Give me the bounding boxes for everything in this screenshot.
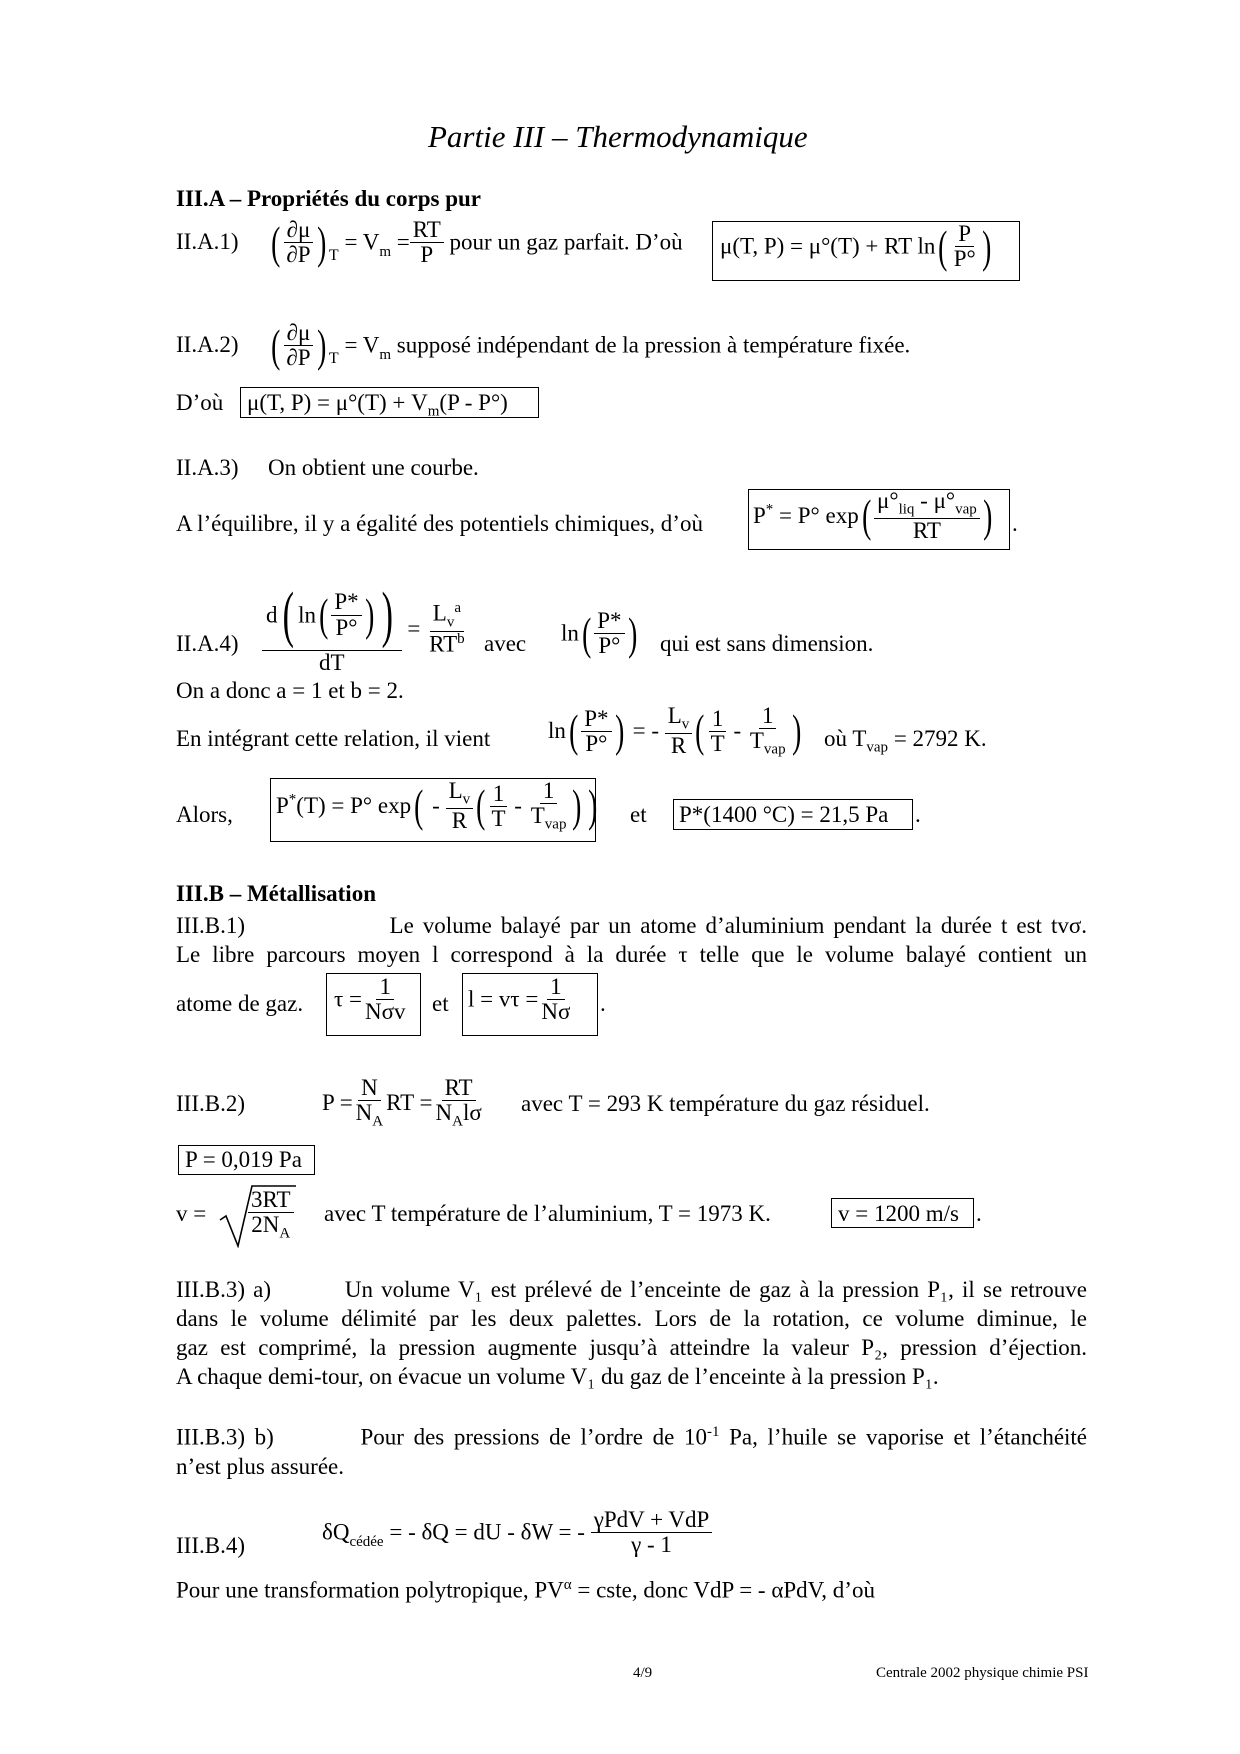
b2-boxed-v: v = 1200 m/s	[838, 1201, 959, 1226]
paren-open: (	[476, 780, 486, 832]
b1-one: 1	[376, 975, 394, 1000]
a4-ln2: ln	[561, 620, 579, 646]
b2-two-na-sub: A	[279, 1225, 291, 1242]
a4-label: II.A.4)	[176, 631, 239, 656]
b4-dq: δQ	[322, 1519, 350, 1545]
a4-one2: 1	[759, 704, 777, 729]
b4-poly	[176, 1577, 875, 1604]
b4-eq	[322, 1508, 712, 1557]
b4-poly-b: = cste, donc VdP = - αPdV, d’où	[571, 1577, 875, 1603]
a3-liq: liq	[898, 501, 915, 518]
a4-lv3-sub: v	[681, 716, 690, 733]
a2-dp: ∂P	[286, 345, 311, 371]
a3-mu1: μ°	[877, 488, 899, 513]
b1-line1: Le volume balayé par un atome d’aluminium pendant la durée t est tvσ.	[389, 913, 1088, 938]
a2-result	[247, 390, 508, 421]
a4-box1-star: *	[288, 791, 297, 808]
a1-p: P	[420, 242, 434, 268]
paren-open: (	[581, 607, 592, 659]
a1-boxed-num: P	[955, 222, 974, 247]
a4-integ-eq	[548, 704, 804, 758]
a3-line2: A l’équilibre, il y a égalité des potentiels chimiques, d’où	[176, 511, 703, 536]
a4-dot: .	[915, 802, 921, 827]
a2-sub-t: T	[328, 349, 339, 367]
paren-open: (	[938, 220, 948, 272]
a4-ln-group	[561, 609, 640, 658]
a4-box1-p: P	[276, 793, 289, 819]
a4-pdeg2: P°	[598, 633, 621, 659]
a3-vap: vap	[955, 501, 977, 518]
a3-result	[753, 489, 995, 543]
a1-rt: RT	[410, 218, 444, 243]
paren-close: )	[614, 705, 624, 757]
b1-tau	[334, 975, 408, 1024]
paren-close: )	[982, 490, 993, 542]
b2-nal-sub: A	[452, 1113, 463, 1130]
section-b-heading: III.B – Métallisation	[176, 881, 376, 906]
page-title: Partie III – Thermodynamique	[428, 119, 808, 154]
a4-lv3: L	[667, 703, 682, 728]
paren-open: (	[695, 705, 705, 757]
page-number: 4/9	[633, 1665, 653, 1681]
b4-eq-text: = - δQ = dU - δW = -	[389, 1519, 585, 1545]
paren-close: )	[572, 780, 582, 832]
a2-boxed-sub: m	[427, 403, 440, 420]
b1-label: III.B.1)	[176, 913, 245, 938]
a1-dp: ∂P	[286, 242, 311, 268]
b4-label: III.B.4)	[176, 1533, 245, 1558]
a4-pstar2: P*	[594, 609, 624, 634]
a2-eq-vm: = V	[344, 332, 380, 358]
a4-pstar: P*	[331, 590, 361, 615]
paren-open: (	[319, 589, 329, 640]
a1-label: II.A.1)	[176, 229, 239, 255]
a1-sub-t: T	[328, 246, 339, 264]
a4-sup-b: b	[457, 631, 465, 648]
a4-derivative	[262, 581, 468, 675]
b2-text2: avec T température de l’aluminium, T = 1973 K.	[324, 1201, 771, 1226]
b4-dq-sub: cédée	[349, 1533, 384, 1550]
a4-lv-sub: v	[446, 614, 455, 631]
paren-close: )	[627, 607, 637, 659]
a4-tvap-sub: vap	[763, 741, 786, 758]
b3b-label: III.B.3) b)	[176, 1424, 274, 1450]
b1-ns: Nσ	[541, 999, 571, 1025]
a4-dt: dT	[319, 650, 345, 675]
b2-nal: N	[435, 1100, 453, 1126]
eq-a1	[176, 218, 683, 267]
b2-nal-rest: lσ	[462, 1100, 482, 1126]
paren-open: (	[568, 705, 579, 757]
b2-dot: .	[976, 1201, 982, 1226]
paren-open: (	[271, 216, 281, 268]
a4-rt: RT	[429, 631, 458, 657]
paren-close: )	[587, 780, 598, 832]
a2-label: II.A.2)	[176, 332, 239, 358]
b2-eq	[322, 1076, 485, 1130]
a4-ou-sub: vap	[866, 739, 889, 756]
b2-rt: RT	[442, 1076, 476, 1101]
a2-text: supposé indépendant de la pression à température fixée.	[396, 332, 911, 358]
a2-boxed-b: (P - P°)	[439, 390, 508, 415]
footer-source: Centrale 2002 physique chimie PSI	[876, 1665, 1089, 1681]
b2-boxed-p: P = 0,019 Pa	[185, 1147, 302, 1172]
paren-open: (	[271, 319, 281, 371]
b3a-l2: dans le volume délimité par les deux palettes. Lors de la rotation, ce volume diminue, le	[176, 1306, 1087, 1331]
b2-sqrt-frac	[248, 1188, 294, 1242]
b3b-l1sup: -1	[707, 1424, 720, 1440]
b4-den: γ - 1	[631, 1532, 672, 1558]
a2-boxed-a: μ(T, P) = μ°(T) + V	[247, 390, 428, 415]
b3b-l1a: Pour des pressions de l’ordre de 10	[360, 1424, 707, 1450]
paren-close: )	[316, 216, 326, 268]
b1-nsv: Nσv	[364, 999, 406, 1025]
eq-a2	[176, 321, 910, 370]
paren-open: (	[861, 490, 871, 542]
b2-text: avec T = 293 K température du gaz résiduel.	[521, 1091, 930, 1116]
a2-dmu: ∂μ	[284, 321, 314, 346]
b4-num: γPdV + VdP	[591, 1508, 713, 1533]
a1-vm-sub: m	[379, 243, 392, 260]
a3-boxed-p: P	[753, 503, 766, 529]
b1-line3: atome de gaz.	[176, 991, 304, 1016]
b3a-l3: gaz est comprimé, la pression augmente jusqu’à atteindre la valeur P₂, pression d’éjection.	[176, 1335, 1087, 1360]
b1-paragraph	[176, 911, 1087, 969]
a4-r3: R	[670, 733, 687, 759]
a1-eq-vm: = V	[344, 229, 380, 255]
a4-pdeg: P°	[335, 614, 358, 640]
a4-pstar3: P*	[581, 707, 611, 732]
paren-close: )	[381, 581, 394, 649]
a2-dou: D’où	[176, 390, 224, 415]
b3b-paragraph	[176, 1418, 1087, 1481]
a4-box1-m: -	[514, 793, 522, 819]
b3b-l1b: Pa, l’huile se vaporise et l’étanchéité	[719, 1424, 1088, 1450]
b2-rt-eq: RT =	[386, 1090, 433, 1116]
a4-box1-content	[276, 779, 600, 833]
a4-lv: L	[432, 600, 447, 626]
a4-box1-tvap-sub: vap	[544, 816, 567, 833]
a4-eq: =	[407, 615, 421, 641]
a1-dmu: ∂μ	[284, 218, 314, 243]
a4-avec: avec	[484, 631, 527, 656]
b3a-label: III.B.3) a)	[176, 1277, 272, 1302]
a4-et: et	[630, 802, 647, 827]
a4-sup-a: a	[454, 600, 462, 617]
a4-box1-one2: 1	[540, 779, 558, 804]
paren-open: (	[282, 581, 294, 649]
b2-v-eq: v =	[176, 1201, 207, 1226]
b2-label: III.B.2)	[176, 1091, 245, 1116]
a4-box1-a: (T) = P° exp	[296, 793, 412, 819]
a4-minus3: -	[733, 718, 742, 744]
paren-close: )	[316, 319, 326, 371]
a1-rt-over-p	[410, 218, 444, 267]
a3-label: II.A.3)	[176, 455, 239, 480]
a4-tvap: T	[749, 728, 764, 754]
b3b-l2: n’est plus assurée.	[176, 1453, 344, 1479]
b2-two-na: 2N	[251, 1212, 280, 1238]
a4-integ: En intégrant cette relation, il vient	[176, 726, 491, 751]
a4-donc: On a donc a = 1 et b = 2.	[176, 678, 404, 703]
b4-poly-a: Pour une transformation polytropique, PV	[176, 1577, 564, 1603]
b3a-l4: A chaque demi-tour, on évacue un volume V₁ du gaz de l’enceinte à la pression P₁.	[176, 1364, 939, 1389]
a4-text: qui est sans dimension.	[660, 631, 874, 656]
a4-pdeg3: P°	[585, 730, 608, 756]
a4-box1-one1: 1	[490, 782, 508, 807]
a4-ou-b: = 2792 K.	[893, 726, 987, 751]
a4-ou	[824, 726, 987, 757]
paren-close: )	[364, 589, 374, 640]
b2-na-sub: A	[372, 1113, 384, 1130]
b3a-paragraph	[176, 1275, 1087, 1391]
a1-eq: =	[396, 229, 410, 255]
a3-text: On obtient une courbe.	[268, 455, 479, 480]
a4-box1-lv-sub: v	[462, 791, 471, 808]
b1-one2: 1	[547, 975, 565, 1000]
a4-box1-tvap: T	[530, 803, 545, 829]
paren-close: )	[791, 705, 801, 757]
a3-dot: .	[1012, 511, 1018, 536]
a1-boxed-den: P°	[953, 246, 976, 272]
b1-dot: .	[600, 991, 606, 1016]
a3-boxed-star: *	[765, 501, 774, 518]
a4-ou-a: où T	[824, 726, 867, 751]
a2-vm-sub: m	[379, 346, 392, 363]
a4-d: d	[266, 602, 278, 628]
b4-poly-sup: α	[563, 1577, 572, 1593]
b1-et: et	[432, 991, 449, 1016]
a1-boxed-left: μ(T, P) = μ°(T) + RT ln	[720, 233, 936, 259]
a1-text: pour un gaz parfait. D’où	[449, 229, 683, 255]
a3-rt: RT	[912, 518, 941, 544]
paren-close: )	[981, 220, 991, 272]
a4-one1: 1	[709, 707, 727, 732]
a4-box1-r: R	[451, 808, 468, 834]
a4-box1-t: T	[491, 805, 506, 831]
b3a-l1: Un volume V₁ est prélevé de l’enceinte de gaz à la pression P₁, il se retrouve	[344, 1277, 1087, 1302]
b1-l	[468, 975, 573, 1024]
a4-t1: T	[710, 730, 725, 756]
a1-result	[720, 222, 994, 271]
a4-ln: ln	[298, 602, 317, 628]
b2-p-eq: P =	[322, 1090, 353, 1116]
a4-box1-minus: -	[432, 793, 440, 819]
a4-box2-content: P*(1400 °C) = 21,5 Pa	[679, 802, 889, 827]
b1-line2: Le libre parcours moyen l correspond à la durée τ telle que le volume balayé contient un	[176, 942, 1087, 967]
a4-alors: Alors,	[176, 802, 233, 827]
b1-l-eq: l = vτ =	[468, 986, 539, 1012]
a3-minus: - μ°	[920, 488, 956, 513]
b1-tau-eq: τ =	[334, 986, 362, 1012]
a3-boxed-eq: = P° exp	[779, 503, 859, 529]
b2-n: N	[358, 1076, 381, 1101]
section-a-heading: III.A – Propriétés du corps pur	[176, 186, 481, 211]
a4-eq3: = -	[632, 718, 659, 744]
b2-three-rt: 3RT	[248, 1188, 294, 1213]
a1-partial	[283, 218, 313, 267]
b2-na: N	[355, 1100, 373, 1126]
a4-box1-lv: L	[448, 778, 463, 803]
a4-ln3: ln	[548, 718, 566, 744]
paren-open: (	[414, 780, 424, 832]
